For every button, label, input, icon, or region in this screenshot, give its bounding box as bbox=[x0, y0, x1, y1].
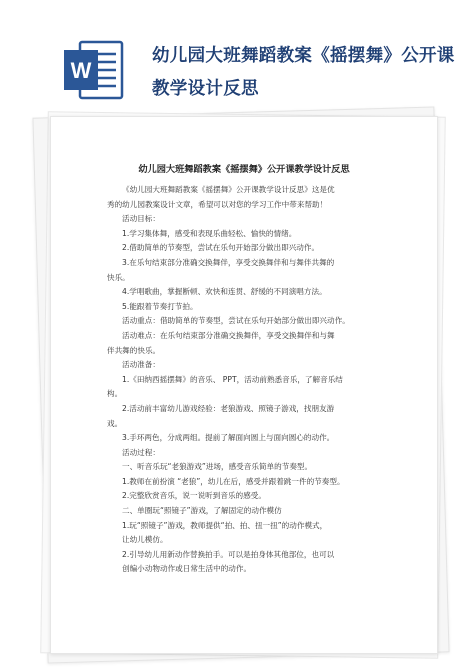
text-line: 伴共舞的快乐。 bbox=[107, 345, 161, 355]
text-line: 活动重点：借助简单的节奏型，尝试在乐句开始部分做出即兴动作。 bbox=[122, 316, 350, 326]
text-line: 5.能跟着节奏打节拍。 bbox=[122, 301, 198, 311]
text-line: 1.教师在前扮演 “老狼”，幼儿在后，感受并跟着跳一件的节奏型。 bbox=[122, 476, 345, 486]
text-line: 1.玩“照镜子”游戏，教师提供“拍、拍、扭一扭”的动作模式， bbox=[122, 520, 328, 530]
document-title: 幼儿园大班舞蹈教案《摇摆舞》公开课教学设计反思 bbox=[152, 46, 455, 99]
text-line: 4.学唱歌曲，掌握断顿、欢快和连贯、舒缓的不同演唱方法。 bbox=[122, 287, 327, 297]
text-line: 《幼儿园大班舞蹈教案《摇摆舞》公开课教学设计反思》这是优 bbox=[122, 185, 335, 194]
text-line: 活动准备： bbox=[122, 360, 160, 370]
word-doc-icon bbox=[62, 40, 126, 100]
text-line: 2.活动前丰富幼儿游戏经验：老狼游戏、照镜子游戏，找朋友游 bbox=[122, 403, 335, 413]
document-body bbox=[107, 183, 393, 577]
document-page bbox=[50, 116, 438, 654]
text-line: 1.学习集体舞，感受和表现乐曲轻松、愉快的情绪。 bbox=[122, 228, 297, 238]
text-line: 二、单圈玩“照镜子”游戏，了解固定的动作模仿 bbox=[122, 506, 282, 516]
text-line: 秀的幼儿园教案设计文章，希望可以对您的学习工作中带来帮助！ bbox=[107, 199, 328, 209]
text-line: 戏。 bbox=[107, 418, 123, 428]
text-line: 2.引导幼儿用新动作替换拍手。可以是拍身体其他部位，也可以 bbox=[122, 549, 335, 559]
text-line: 3.手环两色，分成两组。提前了解面向圆上与面向圆心的动作。 bbox=[122, 433, 335, 443]
text-line: 让幼儿模仿。 bbox=[122, 535, 168, 545]
text-line: 2.借助简单的节奏型，尝试在乐句开始部分做出即兴动作。 bbox=[122, 243, 320, 253]
text-line: 创编小动物动作或日常生活中的动作。 bbox=[122, 564, 252, 574]
text-line: 活动难点：在乐句结束部分准确交换舞伴，享受交换舞伴和与舞 bbox=[122, 330, 335, 340]
page-heading: 幼儿园大班舞蹈教案《摇摆舞》公开课教学设计反思 bbox=[138, 164, 350, 175]
text-line: 2.完整欣赏音乐，说一说听到音乐的感受。 bbox=[122, 491, 266, 501]
text-line: 一、听音乐玩“老狼游戏”进场，感受音乐简单的节奏型。 bbox=[122, 462, 313, 472]
text-line: 活动目标： bbox=[122, 214, 160, 224]
text-line: 快乐。 bbox=[107, 272, 130, 282]
page-header bbox=[0, 0, 474, 110]
svg-text:W: W bbox=[70, 58, 92, 83]
text-line: 活动过程： bbox=[122, 447, 160, 457]
text-line: 构。 bbox=[107, 389, 123, 399]
text-line: 3.在乐句结束部分准确交换舞伴，享受交换舞伴和与舞伴共舞的 bbox=[122, 257, 335, 267]
text-line: 1.《田纳西摇摆舞》的音乐、 PPT，活动前熟悉音乐，了解音乐结 bbox=[122, 374, 343, 384]
